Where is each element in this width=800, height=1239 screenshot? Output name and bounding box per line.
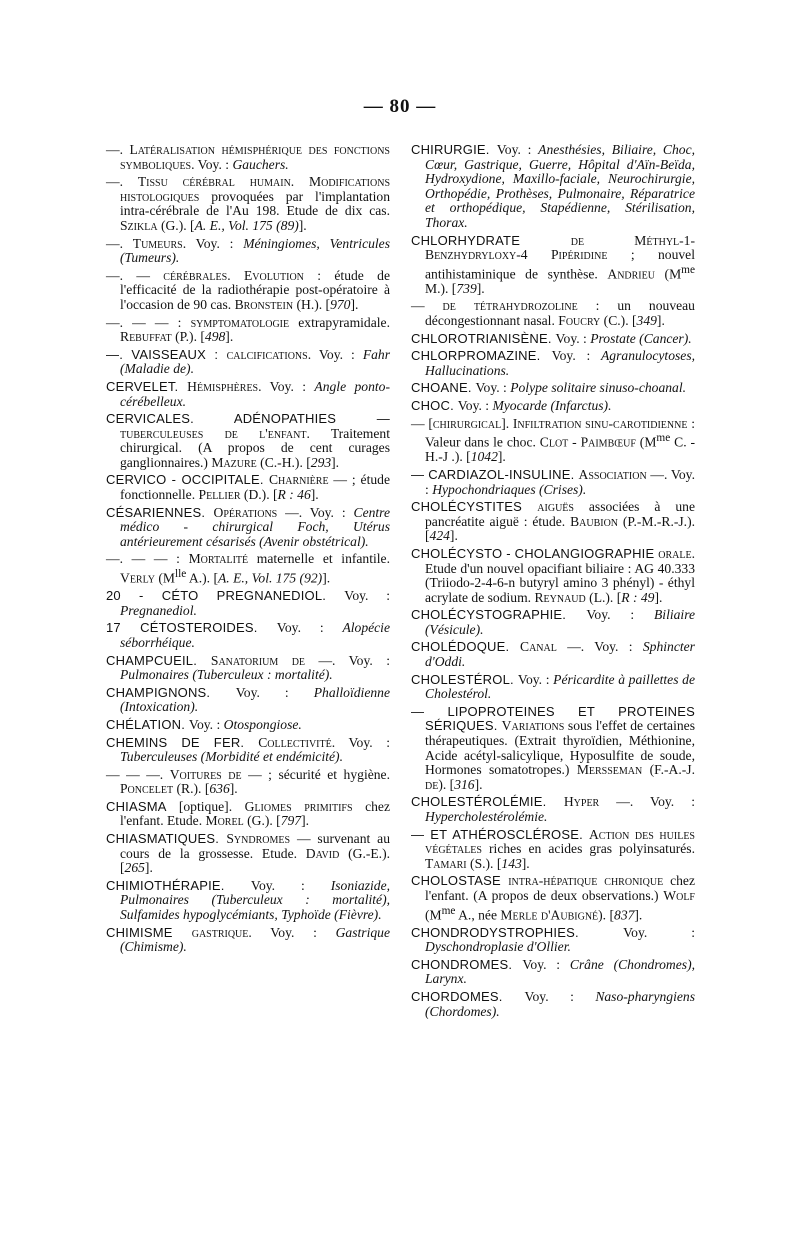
entry-headword: CHIMISME [106,924,192,940]
entry-headword: 20 - CÉTO PREGNANEDIOL. [106,588,345,604]
entry-text: Pellier [198,487,241,503]
entry-headword: CHOLÉCYSTOGRAPHIE. [411,607,587,623]
entry-headword: CHIASMA [106,798,179,814]
entry-text: Isoniazide, Pulmonaires (Tuberculeux : mortalité), Sulfamides hypoglycémiants, Typhoïde (Fièvre). [120,877,390,923]
entry-text: Wolf [663,887,695,903]
index-entry [106,718,390,733]
entry-text: (M [635,434,657,450]
entry-text: Mazure [211,454,257,470]
entry-text: . Voy. : [331,734,390,750]
entry-text: — — —. [106,766,170,782]
entry-text: chirurgical [432,415,502,431]
entry-text: Tumeurs [132,235,183,251]
entry-text: 1042 [470,449,498,465]
entry-text: maternelle et infantile. [248,551,390,567]
entry-text: — ; étude fonctionnelle. [120,472,390,503]
entry-text: Szikla [120,217,158,233]
entry-text: Voy. : [517,671,554,687]
entry-text: — [ [411,415,433,431]
entry-text: Association [578,466,647,482]
entry-text: ]. [656,313,665,329]
index-entry [411,349,695,378]
index-entry [411,399,695,414]
entry-text: me [441,904,456,917]
entry-text: Centre médico - chirurgical Foch, Utérus antérieurement césarisés (Avenir obstétrical). [120,504,390,549]
entry-text: Anesthésies, Biliaire, Choc, Cœur, Gastrique, Guerre, Hôpital d'Aïn-Beïda, Hydroxydione, Maxillo-faciale, Neurochirurgie, Orthopédie, Prothèses, Pulmonaire, Réparatrice et orthopédique, Stapédienne, Stérilisation, Thorax. [425,142,696,230]
entry-text: —. — — : [106,551,189,567]
entry-text: Méningiomes, Ventricules (Tumeurs). [120,235,390,266]
entry-headword: CHIASMATIQUES. [106,831,227,847]
entry-text: Infiltration sinu-carotidienne [512,415,688,431]
entry-text: ]. [310,487,319,503]
entry-text: ]. [322,570,331,586]
index-entry [411,332,695,347]
entry-text: Hémisphères [187,378,259,394]
entry-text: gastrique [191,924,249,940]
entry-text: 424 [429,528,450,544]
entry-text: —. Voy. : [556,639,643,655]
entry-text: Voy. : [250,877,331,893]
entry-text: Variations [501,718,565,734]
entry-text: (R.). [ [173,781,210,797]
entry-headword: CERVICALES. ADÉNOPATHIES — [106,411,390,427]
entry-text: ]. [144,860,153,876]
entry-text: Voy. : [235,684,314,700]
entry-text: ]. [634,907,643,923]
entry-text: Voy. : [475,380,511,396]
entry-text: Voy. : [496,142,539,157]
entry-text: . Traitement chirurgical. (A propos de cent curages ganglionnaires.) [120,425,390,470]
entry-text: Dyschondroplasie d'Ollier. [425,939,571,955]
entry-text: . Etude d'un nouvel opacifiant biliaire : AG 40.333 (Triiodo-2-4-6-n butyryl amino 3 phényl) - éthyl acrylate de sodium. [425,545,695,605]
entry-headword: CHOLÉCYSTITES [411,499,538,515]
entry-text: Gliomes primitifs [244,798,353,814]
entry-text: Foucry [558,313,601,329]
entry-text: Gauchers. [232,156,289,172]
entry-text: sous l'effet de certaines thérapeutiques. (Extrait thyroïdien, Méthionine, Acide acétyl-salicylique, Hyposulfite de soude, Hormones somatotropes.) [425,718,695,778]
index-entry [411,381,695,396]
entry-text: (G.). [ [157,217,195,233]
entry-headword: CHORDOMES. [411,989,525,1005]
index-entry [411,705,695,793]
entry-text: calcifications [226,346,308,362]
index-entry [411,143,695,231]
entry-text: —. — — : [106,314,191,330]
entry-text: orale [658,545,692,561]
index-entry [411,990,695,1019]
entry-text: Voitures de [169,766,242,782]
entry-text: Polype solitaire sinuso-choanal. [510,380,687,396]
entry-text: R : 46 [277,487,311,503]
index-entry [106,768,390,797]
entry-text: Verly [120,570,155,586]
entry-text: (H.). [ [293,296,331,312]
entry-text: Voy. : [524,989,596,1005]
index-entry [106,736,390,765]
entry-text: de tétrahydrozoline [442,298,578,314]
entry-headword: CHAMPIGNONS. [106,684,236,700]
index-entry [106,686,390,715]
index-entry [106,143,390,172]
entry-text: (L.). [ [585,589,622,605]
entry-text: Gastrique (Chimisme). [120,924,390,955]
entry-text: Reynaud [534,589,586,605]
index-entry [411,926,695,955]
entry-text: ]. [331,454,340,470]
entry-headword: CHOLESTÉROL. [411,671,518,687]
index-entry [411,795,695,824]
entry-text: A. E., Vol. 175 (89) [194,217,299,233]
index-entry [411,608,695,637]
entry-text: cérébrales. Evolution [163,267,304,283]
index-entry [411,234,695,297]
entry-text: Angle ponto-cérébelleux. [120,378,390,409]
entry-text: 293 [310,454,332,470]
entry-text: 498 [204,329,226,345]
entry-headword: CERVELET. [106,378,188,394]
entry-text: lle [174,568,187,581]
index-entry [106,832,390,876]
index-entry [411,828,695,872]
entry-text: Action des huiles végétales [425,826,695,857]
entry-text: (M [654,266,682,282]
entry-text: Pregnanediol. [120,602,197,618]
entry-text: Voy. : [586,607,654,623]
entry-text: Naso-pharyngiens (Chordomes). [425,989,695,1019]
entry-text: : étude de l'efficacité de la radiothérapie post-opératoire à l'occasion de 90 cas. [120,267,390,312]
entry-text: Mersseman [576,762,643,778]
entry-text: : Valeur dans le choc. [425,415,695,450]
entry-text: de Méthyl-1-Benzhydryloxy-4 Pipéridine [425,232,695,263]
index-entry [106,269,390,313]
entry-text: (D.). [ [240,487,278,503]
entry-headword: CHIRURGIE. [411,142,497,157]
entry-text: intra-hépatique chronique [508,873,664,889]
entry-text: —. [106,174,138,190]
entry-text: Charnière [268,472,329,488]
entry-headword: — LIPOPROTEINES ET PROTEINES SÉRIQUES. [411,703,695,734]
index-entry [106,589,390,618]
entry-text: provoquées par l'implantation intra-cérébrale de l'Au 198. Etude de dix cas. [120,188,390,219]
entry-text: Agranulocytoses, Hallucinations. [425,348,696,378]
entry-text: . Voy. : [191,156,233,172]
entry-headword: CHOLOSTASE [411,873,509,889]
entry-text: Voy. : [551,348,601,364]
entry-text: Collectivité [258,734,332,750]
entry-text: (C.). [ [600,313,637,329]
entry-text: chez l'enfant. Etude. [120,798,390,829]
index-entry [106,237,390,266]
entry-text: aiguës [537,499,574,515]
entry-headword: CHLORPROMAZINE. [411,348,552,364]
index-entry [411,417,695,465]
index-entry [411,468,695,497]
entry-text: Latéralisation hémisphérique des fonctions symboliques [120,142,390,172]
entry-text: Biliaire (Vésicule). [425,607,696,637]
entry-headword: 17 CÉTOSTEROIDES. [106,620,277,636]
index-entry [411,673,695,702]
entry-text: —. Voy. : [425,466,695,497]
entry-text: Bronstein [234,296,294,312]
index-entry [106,654,390,683]
index-entry [106,473,390,502]
entry-text: (C.-H.). [ [256,454,311,470]
entry-text: Tissu cérébral humain. Modifications histologiques [120,174,391,204]
index-entry [106,621,390,650]
entry-text: Tuberculeuses (Morbidité et endémicité). [120,749,343,765]
entry-text: (F.-A.-J. [642,762,695,778]
entry-text: 316 [454,776,475,792]
entry-text: M.). [ [425,280,457,296]
entry-text: Péricardite à paillettes de Cholestérol. [425,671,695,702]
entry-text: ). [ [438,776,455,792]
entry-text: Hypochondriaques (Crises). [432,481,587,497]
entry-text: symptomatologie [190,314,290,330]
entry-text: me [656,432,671,445]
entry-text: (M [154,570,175,586]
entry-text: Clot - Paimbœuf [539,434,636,450]
entry-headword: —. VAISSEAUX : [106,346,227,362]
entry-text: Tamari [425,855,467,871]
entry-headword: CHOC. [411,398,458,414]
entry-text: 143 [501,855,522,871]
index-entry [106,175,390,233]
entry-text: Syndromes [226,831,291,847]
entry-headword: CHIMIOTHÉRAPIE. [106,877,251,893]
entry-text: riches en acides gras polyinsaturés. [481,841,695,857]
entry-text: ]. [298,217,307,233]
entry-text: ]. [301,813,310,829]
entry-text: — [411,298,443,314]
index-entry [411,299,695,328]
entry-text: ]. [654,589,663,605]
index-entry [106,412,390,470]
entry-text: —. [106,142,130,157]
index-entry [106,926,390,955]
entry-text: ]. [476,280,485,296]
left-column [106,143,390,958]
entry-text: R : 49 [621,589,655,605]
entry-text: Canal [520,639,557,655]
entry-text: chez l'enfant. (A propos de deux observations.) [425,873,695,903]
entry-text: ). [ [598,907,615,923]
entry-text: Phalloïdienne (Intoxication). [120,684,390,715]
entry-text: David [305,845,340,861]
entry-text: Baubion [570,513,619,529]
entry-text: A.). [ [186,570,218,586]
entry-text: Andrieu [607,266,655,282]
entry-text: (P.-M.-R.-J.). [ [425,513,695,544]
entry-text: Morel [205,813,244,829]
entry-text: de [425,776,439,792]
entry-text: me [681,263,695,276]
entry-headword: CHEMINS DE FER. [106,734,259,750]
entry-headword: CHOLÉDOQUE. [411,639,521,655]
index-entry [106,800,390,829]
entry-text: ]. [449,528,458,544]
entry-text: 970 [330,296,351,312]
entry-text: Crâne (Chondromes), Larynx. [425,956,695,987]
entry-text: 797 [280,813,302,829]
entry-text: . Voy. : [248,924,336,940]
index-entry [411,874,695,922]
entry-text: 265 [124,860,145,876]
entry-text: ; nouvel antihistaminique de synthèse. [425,247,695,282]
entry-text: Voy. : [457,398,493,414]
entry-text: associées à une pancréatite aiguë : étude. [425,499,695,529]
entry-text: : un nouveau décongestionnant nasal. [425,298,695,329]
entry-headword: CHOANE. [411,380,476,396]
index-entry [411,640,695,669]
entry-text: extrapyramidale. [289,314,390,330]
entry-text: Mortalité [188,551,249,567]
entry-text: C. - H.-J .). [ [425,434,696,465]
entry-text: Sphincter d'Oddi. [425,639,695,670]
entry-text: —. Voy. : [305,652,390,668]
entry-text: —. — [106,267,164,283]
entry-text: Sanatorium de [210,652,306,668]
entry-text: . Voy. : [307,346,363,362]
entry-text: (M [425,907,442,923]
entry-text: 739 [456,280,477,296]
entry-headword: CHONDRODYSTROPHIES. [411,924,624,940]
entry-text: —. [106,235,133,251]
entry-text: (P.). [ [171,329,205,345]
entry-headword: CHLORHYDRATE [411,232,571,248]
entry-text: ]. [225,329,234,345]
entry-text: —. Voy. : [277,504,354,520]
entry-text: 837 [614,907,635,923]
entry-text: Alopécie séborrhéique. [120,620,390,650]
entry-text: ]. [350,296,359,312]
entry-text: — ; sécurité et hygiène. [241,766,390,782]
entry-text: A. E., Vol. 175 (92) [218,570,323,586]
index-entry [106,316,390,345]
entry-headword: — ET ATHÉROSCLÉROSE. [411,826,589,842]
entry-headword: CHOLÉCYSTO - CHOLANGIOGRAPHIE [411,545,659,561]
entry-text: 349 [636,313,657,329]
entry-text: Hyper [563,794,600,810]
entry-text: Voy. : [623,924,695,940]
entry-text: Voy. : [188,716,224,732]
entry-text: —. Voy. : [599,794,695,810]
entry-text: Voy. : [522,956,570,972]
entry-text: 636 [209,781,230,797]
index-entry [411,500,695,544]
entry-text: Pulmonaires (Tuberculeux : mortalité). [120,667,333,683]
entry-headword: CERVICO - OCCIPITALE. [106,472,269,488]
entry-text: . Voy. : [182,235,244,251]
entry-text: Voy. : [276,620,343,636]
entry-text: ]. [501,415,513,431]
entry-headword: CHÉLATION. [106,716,189,732]
entry-text: Prostate (Cancer). [590,330,692,346]
entry-text: Rebuffat [120,329,172,345]
entry-text: ]. [229,781,238,797]
entry-headword: CÉSARIENNES. [106,504,214,520]
entry-headword: CHLOROTRIANISÈNE. [411,330,556,346]
entry-text: Opérations [213,504,278,520]
index-entry [106,348,390,377]
entry-text: Myocarde (Infarctus). [492,398,612,414]
index-entry [106,552,390,586]
page-number: — 80 — [363,96,437,117]
entry-headword: CHONDROMES. [411,956,523,972]
index-entry [411,958,695,987]
entry-headword: — CARDIAZOL-INSULINE. [411,466,579,482]
entry-text: (G.). [ [243,813,281,829]
entry-text: ]. [474,776,483,792]
entry-text: Poncelet [120,781,174,797]
entry-text: — survenant au cours de la grossesse. Etude. [120,831,390,861]
entry-text: [optique]. [178,798,245,814]
index-entry [411,547,695,605]
entry-text: A., née [455,907,501,923]
entry-text: Otospongiose. [223,716,302,732]
index-entry [106,879,390,923]
entry-text: Hypercholestérolémie. [425,809,548,824]
entry-text: Voy. : [555,330,591,346]
index-entry [106,380,390,409]
entry-text: ]. [521,855,530,871]
entry-text: (S.). [ [466,855,502,871]
entry-text: (G.-E.). [ [120,845,390,876]
entry-text: Fahr (Maladie de). [120,346,390,377]
entry-text: . Voy. : [258,378,315,394]
entry-headword: CHOLESTÉROLÉMIE. [411,794,564,810]
entry-text: Voy. : [344,588,390,604]
index-entry [106,506,390,550]
entry-text: ]. [497,449,506,465]
entry-text: tuberculeuses de l'enfant [120,425,307,441]
entry-text: Merle d'Aubigné [500,907,599,923]
right-column [411,143,695,1022]
entry-headword: CHAMPCUEIL. [106,652,211,668]
